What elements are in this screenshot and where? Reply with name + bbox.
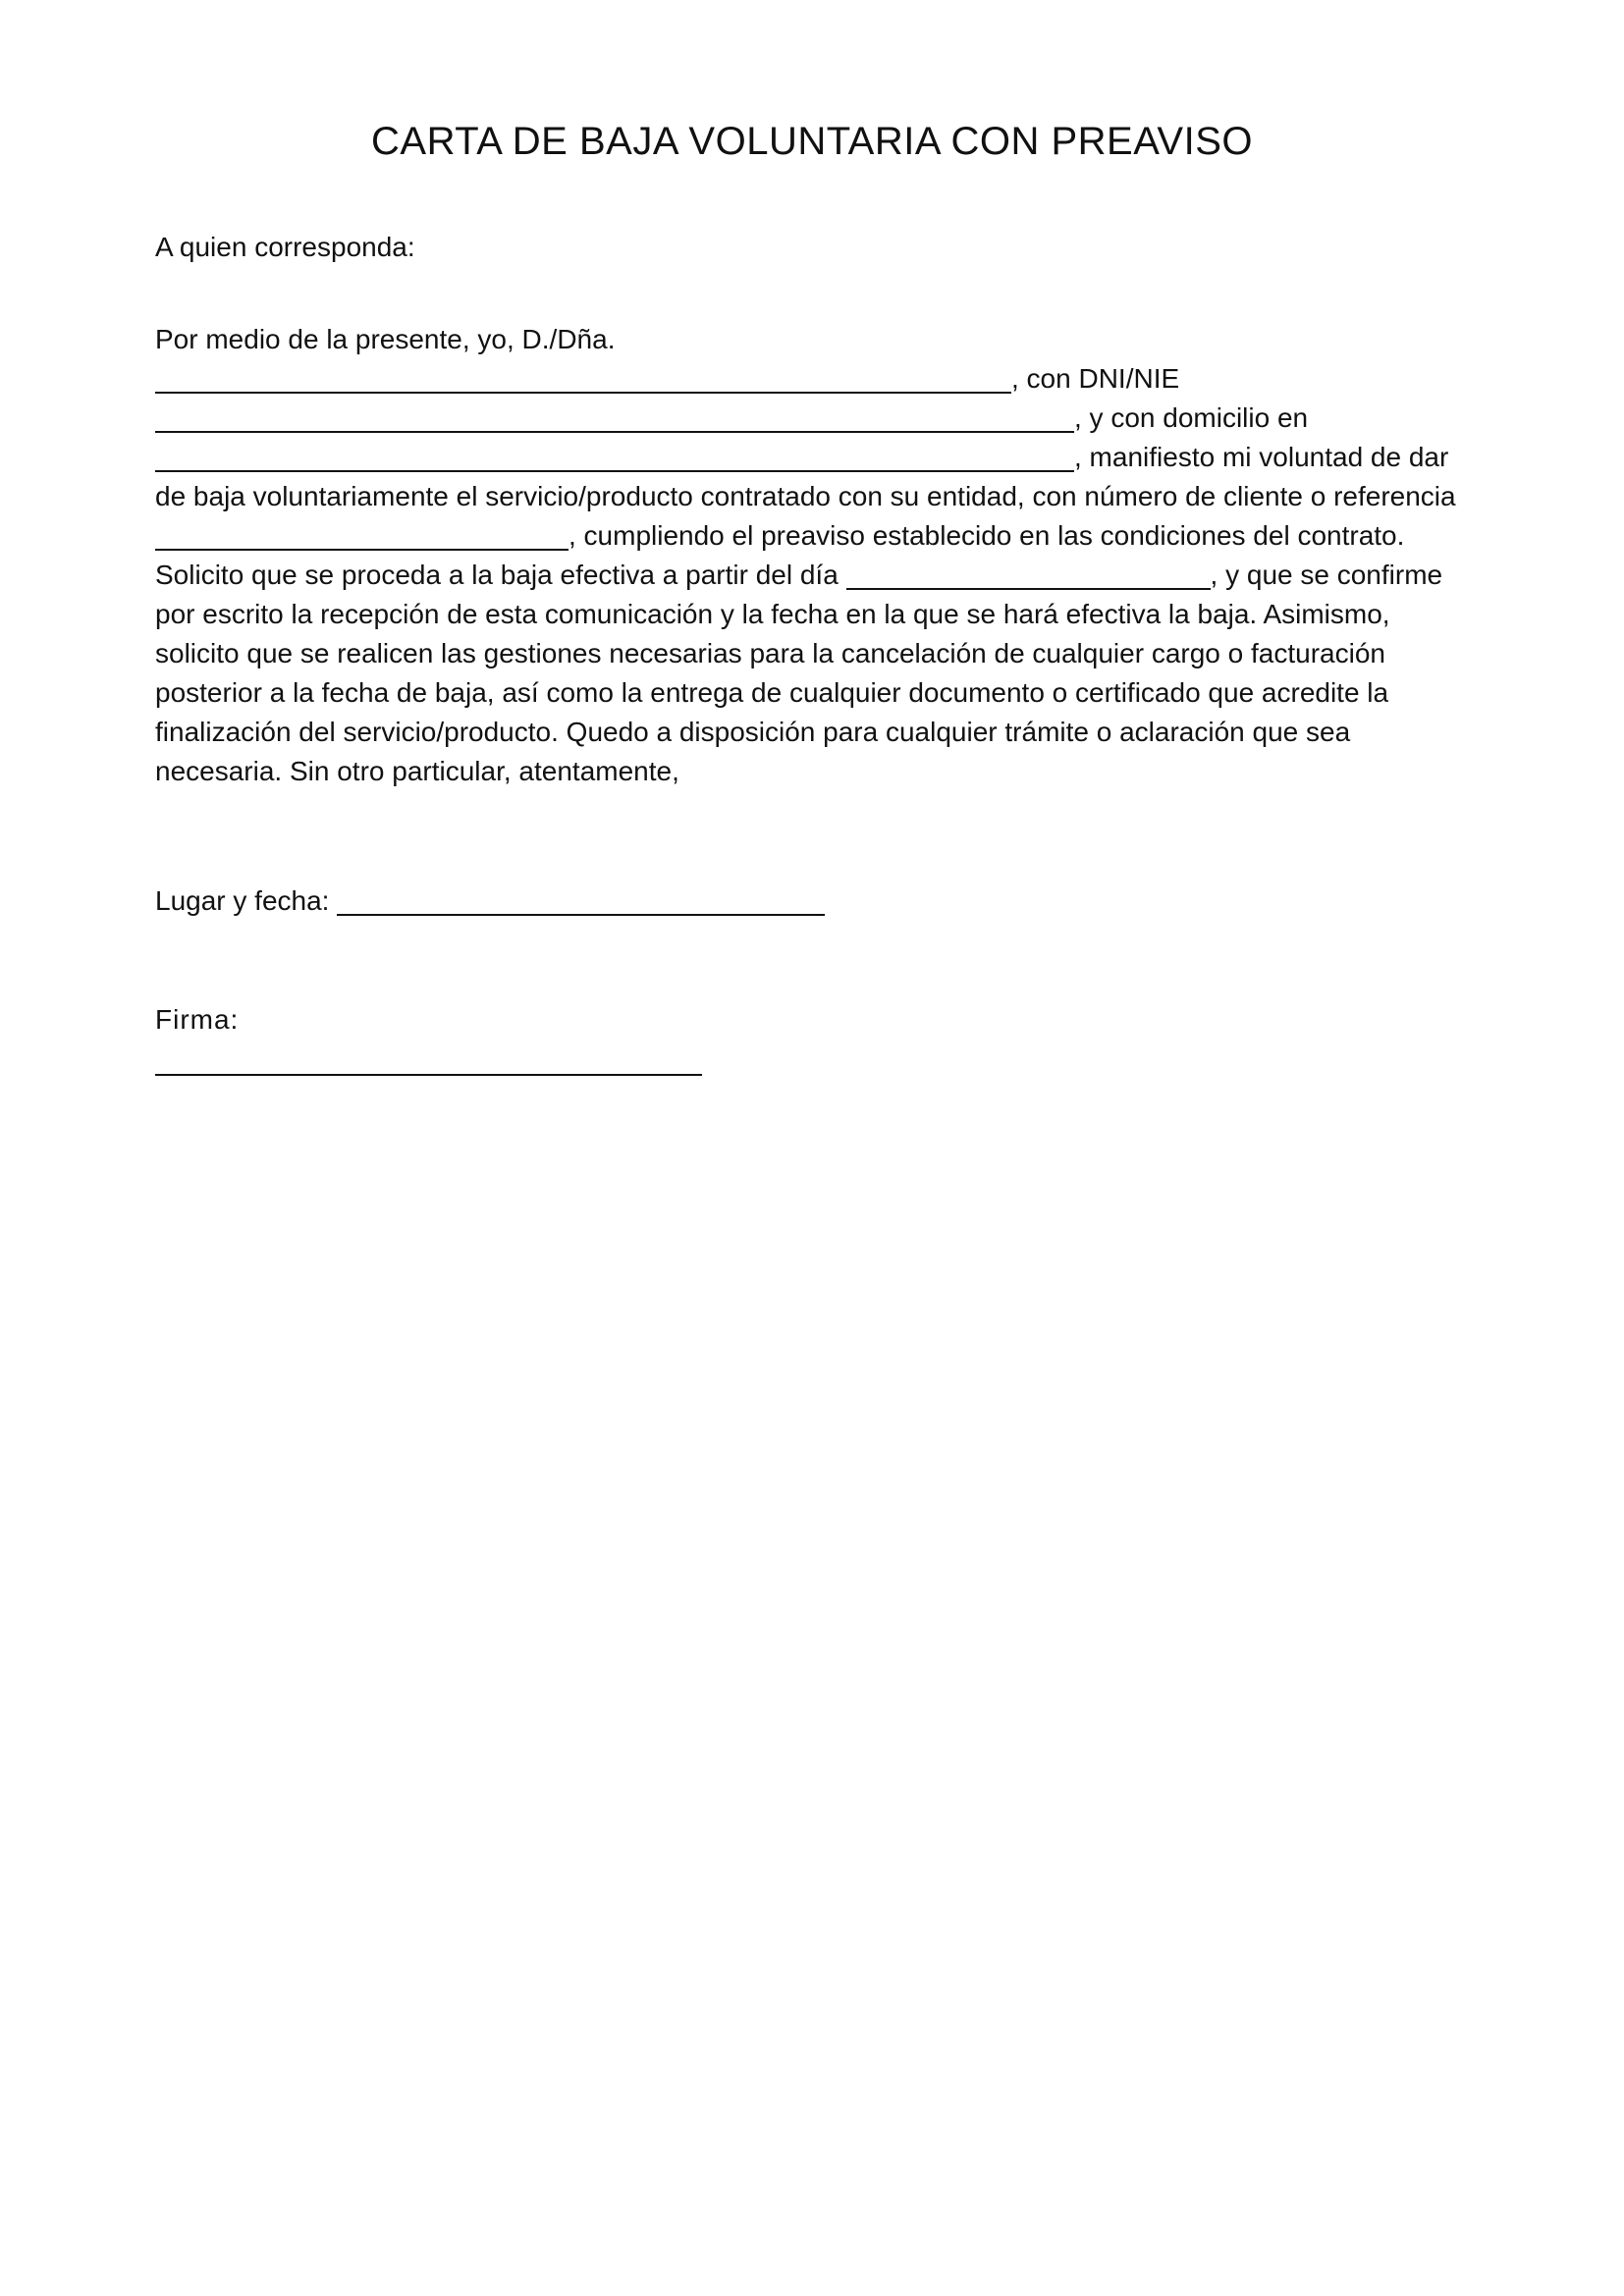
place-date-label: Lugar y fecha: (155, 885, 338, 916)
body-line-4: , manifiesto mi voluntad de dar (155, 438, 1456, 477)
reference-blank-field[interactable] (155, 519, 568, 551)
document-title: CARTA DE BAJA VOLUNTARIA CON PREAVISO (371, 120, 1253, 163)
body-line-12: necesaria. Sin otro particular, atentamente, (155, 756, 679, 786)
body-line-8: por escrito la recepción de esta comunicación y la fecha en la que se hará efectiva la baja. Asimismo, (155, 599, 1390, 629)
dni-blank-field[interactable] (155, 401, 1074, 433)
place-date-row (155, 881, 825, 921)
letter-body (155, 320, 1456, 791)
signature-line[interactable] (155, 1074, 702, 1076)
body-line-9: solicito que se realicen las gestiones necesarias para la cancelación de cualquier cargo o facturación (155, 638, 1385, 668)
name-blank-field[interactable] (155, 362, 1011, 394)
body-line-10: posterior a la fecha de baja, así como la entrega de cualquier documento o certificado que acredite la (155, 677, 1389, 708)
signature-label: Firma: (155, 1004, 240, 1035)
body-line-6: , cumpliendo el preaviso establecido en las condiciones del contrato. (155, 516, 1456, 556)
body-line-5: de baja voluntariamente el servicio/producto contratado con su entidad, con número de cliente o referencia (155, 481, 1456, 511)
salutation: A quien corresponda: (155, 232, 415, 262)
address-blank-field[interactable] (155, 441, 1074, 472)
body-line-2: , con DNI/NIE (155, 359, 1456, 399)
body-line-11: finalización del servicio/producto. Quedo a disposición para cualquier trámite o aclaración que sea (155, 717, 1351, 747)
body-line-1: Por medio de la presente, yo, D./Dña. (155, 324, 616, 354)
body-line-7: Solicito que se proceda a la baja efectiva a partir del día , y que se confirme (155, 560, 1443, 590)
place-date-blank-field[interactable] (337, 884, 825, 916)
body-line-3: , y con domicilio en (155, 399, 1456, 438)
date-blank-field[interactable] (846, 559, 1211, 590)
